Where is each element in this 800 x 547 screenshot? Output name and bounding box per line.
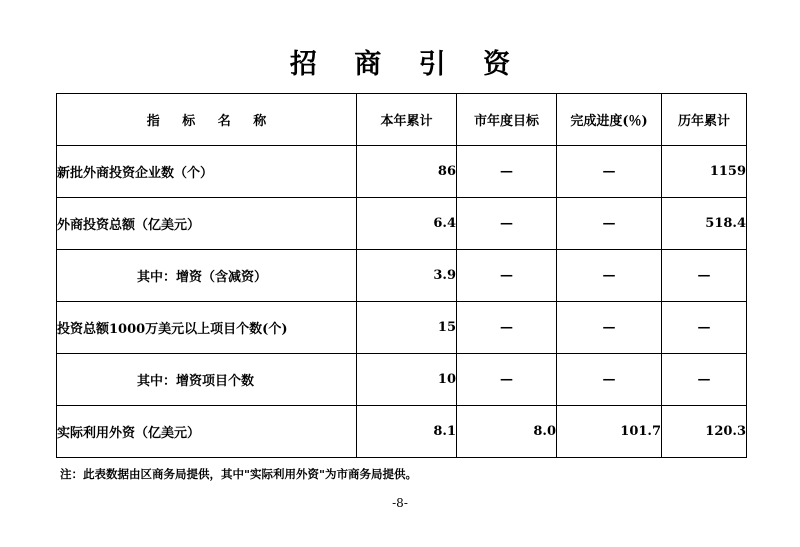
- cell-year-to-date: 86: [357, 146, 457, 198]
- cell-history: 120.3: [662, 406, 747, 458]
- column-header-year-to-date: 本年累计: [357, 94, 457, 146]
- cell-history: 1159: [662, 146, 747, 198]
- cell-history: —: [662, 354, 747, 406]
- cell-history: —: [662, 302, 747, 354]
- row-label: 新批外商投资企业数（个）: [57, 146, 357, 198]
- cell-year-to-date: 3.9: [357, 250, 457, 302]
- cell-year-to-date: 15: [357, 302, 457, 354]
- cell-progress: —: [557, 250, 662, 302]
- row-label: 其中：增资项目个数: [57, 354, 357, 406]
- table-header: [57, 94, 747, 146]
- row-label: 实际利用外资（亿美元）: [57, 406, 357, 458]
- table-row: [57, 302, 747, 354]
- table-row: [57, 146, 747, 198]
- column-header-indicator-name: 指 标 名 称: [57, 94, 357, 146]
- table-row: [57, 354, 747, 406]
- row-label: 外商投资总额（亿美元）: [57, 198, 357, 250]
- cell-progress: —: [557, 198, 662, 250]
- cell-target: —: [457, 146, 557, 198]
- table-body: [57, 146, 747, 458]
- column-header-city-annual-target: 市年度目标: [457, 94, 557, 146]
- cell-progress: 101.7: [557, 406, 662, 458]
- table-header-row: [57, 94, 747, 146]
- column-header-cumulative-history: 历年累计: [662, 94, 747, 146]
- investment-table: [56, 93, 747, 458]
- cell-progress: —: [557, 354, 662, 406]
- cell-history: 518.4: [662, 198, 747, 250]
- table-row: [57, 406, 747, 458]
- page-title: 招 商 引 资: [289, 49, 525, 80]
- cell-target: 8.0: [457, 406, 557, 458]
- table-note: 注：此表数据由区商务局提供，其中"实际利用外资"为市商务局提供。: [60, 467, 417, 481]
- cell-target: —: [457, 302, 557, 354]
- cell-year-to-date: 6.4: [357, 198, 457, 250]
- column-header-completion-progress: 完成进度(％): [557, 94, 662, 146]
- cell-year-to-date: 10: [357, 354, 457, 406]
- cell-progress: —: [557, 146, 662, 198]
- row-label: 投资总额1000万美元以上项目个数(个): [57, 302, 357, 354]
- table-row: [57, 250, 747, 302]
- cell-history: —: [662, 250, 747, 302]
- page-number: -8-: [392, 496, 408, 510]
- cell-target: —: [457, 250, 557, 302]
- cell-progress: —: [557, 302, 662, 354]
- row-label: 其中：增资（含减资）: [57, 250, 357, 302]
- cell-target: —: [457, 198, 557, 250]
- cell-target: —: [457, 354, 557, 406]
- cell-year-to-date: 8.1: [357, 406, 457, 458]
- table-row: [57, 198, 747, 250]
